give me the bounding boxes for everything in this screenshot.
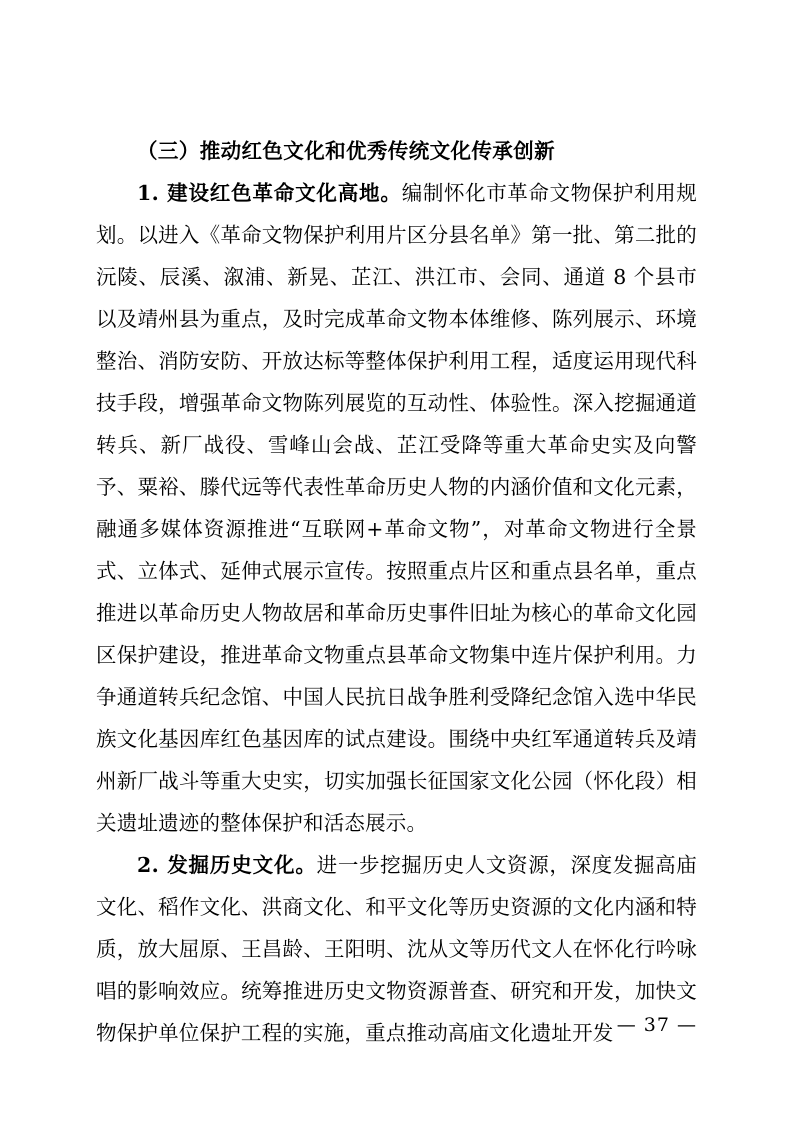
paragraph-history-culture-text: 进一步挖掘历史人文资源，深度发掘高庙文化、稻作文化、洪商文化、和平文化等历史资源的文化内涵和特质，放大屈原、王昌龄、王阳明、沈从文等历代文人在怀化行吟咏唱的影响效应。统筹推进历史文物资源普查、研究和开发，加快文物保护单位保护工程的实施，重点推动高庙文化遗址开发 [96, 853, 697, 1045]
paragraph-red-culture-text: 编制怀化市革命文物保护利用规划。以进入《革命文物保护利用片区分县名单》第一批、第二批的沅陵、辰溪、溆浦、新晃、芷江、洪江市、会同、通道 8 个县市以及靖州县为重点，及时完成革命文物本体维修、陈列展示、环境整治、消防安防、开放达标等整体保护利用工程，适度运用现代科技手段，增强革命文物陈列展览的互动性、体验性。深入挖掘通道转兵、新厂战役、雪峰山会战、芷江受降等重大革命史实及向警予、粟裕、滕代远等代表性革命历史人物的内涵价值和文化元素，融通多媒体资源推进“互联网+革命文物”，对革命文物进行全景式、立体式、延伸式展示宣传。按照重点片区和重点县名单，重点推进以革命历史人物故居和革命历史事件旧址为核心的革命文化园区保护建设，推进革命文物重点县革命文物集中连片保护利用。力争通道转兵纪念馆、中国人民抗日战争胜利受降纪念馆入选中华民族文化基因库红色基因库的试点建设。围绕中央红军通道转兵及靖州新厂战斗等重大史实，切实加强长征国家文化公园（怀化段）相关遗址遗迹的整体保护和活态展示。 [96, 181, 697, 835]
paragraph-red-culture [96, 172, 697, 844]
paragraph-history-culture-lead: 2. 发掘历史文化。 [137, 853, 317, 877]
paragraph-history-culture [96, 844, 697, 1054]
page-number: — 37 — [616, 1014, 697, 1036]
paragraph-red-culture-lead: 1. 建设红色革命文化高地。 [137, 181, 402, 205]
section-heading: （三）推动红色文化和优秀传统文化传承创新 [137, 139, 555, 163]
document-body [96, 130, 697, 1054]
